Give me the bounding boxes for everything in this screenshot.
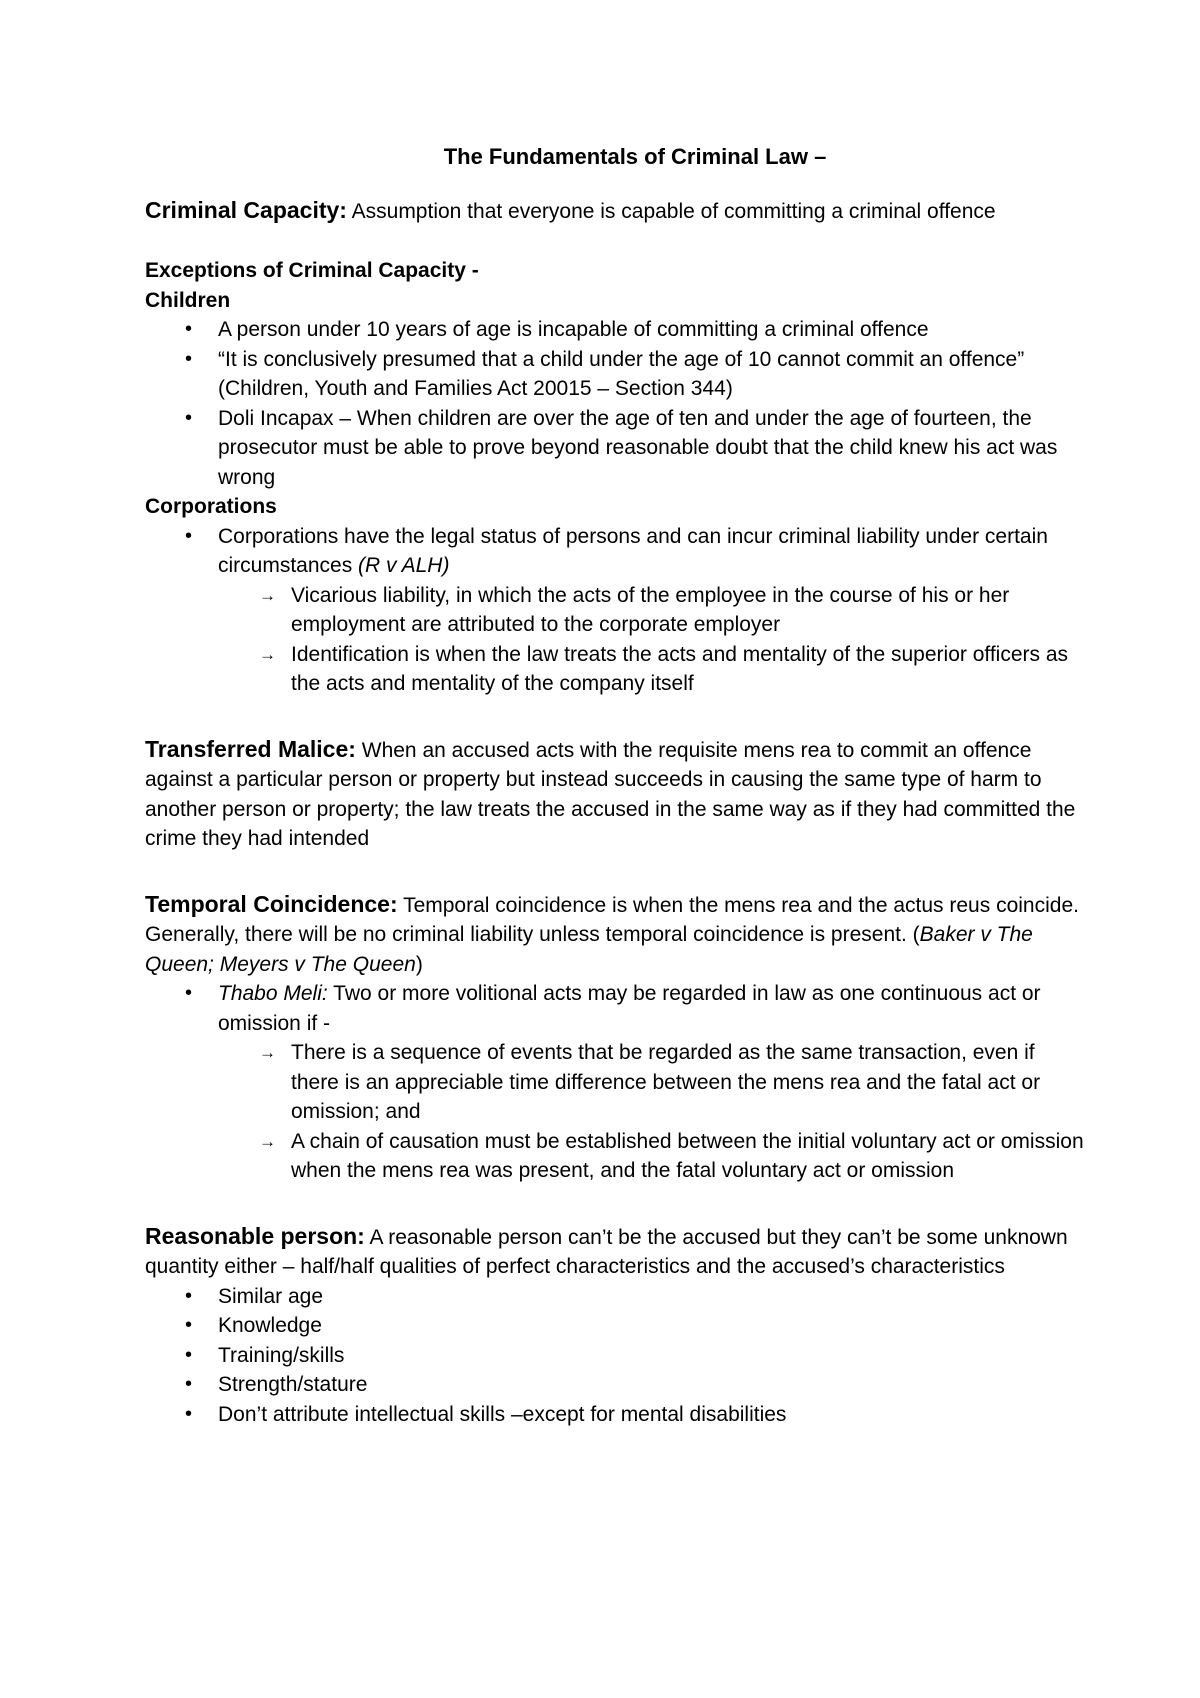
corporations-bullet-list <box>145 522 1085 699</box>
arrow-list-item: → Vicarious liability, in which the acts of the employee in the course of his or her employment are attributed to the corporate employer <box>145 581 1085 640</box>
reasonable-person-term: Reasonable person: <box>145 1222 365 1249</box>
list-item: • Similar age <box>145 1282 1085 1312</box>
reasonable-person-bullet-list <box>145 1282 1085 1430</box>
transferred-malice-term: Transferred Malice: <box>145 735 356 762</box>
criminal-capacity-paragraph <box>145 196 1085 227</box>
temporal-coincidence-bullet-list <box>145 979 1085 1186</box>
list-item: • Strength/stature <box>145 1370 1085 1400</box>
document-page <box>145 142 1085 1429</box>
exceptions-heading: Exceptions of Criminal Capacity - <box>145 259 479 282</box>
citation-open-paren: ( <box>912 923 920 946</box>
criminal-capacity-definition: Assumption that everyone is capable of committing a criminal offence <box>346 199 996 223</box>
case-citation: Thabo Meli: <box>218 982 328 1005</box>
list-item: • A person under 10 years of age is incapable of committing a criminal offence <box>145 315 1085 345</box>
children-heading: Children <box>145 288 231 312</box>
reasonable-person-paragraph <box>145 1222 1085 1282</box>
list-item: • Doli Incapax – When children are over the age of ten and under the age of fourteen, the prosecutor must be able to prove beyond reasonable doubt that the child knew his act was wrong <box>145 404 1085 493</box>
list-item: • “It is conclusively presumed that a child under the age of 10 cannot commit an offence” (Children, Youth and Families Act 20015 – Section 344) <box>145 345 1085 404</box>
list-item: • Training/skills <box>145 1341 1085 1371</box>
temporal-coincidence-paragraph <box>145 890 1085 980</box>
corporations-bullet-text: Corporations have the legal status of persons and can incur criminal liability under certain circumstances <box>218 524 1048 577</box>
case-citation: Baker v The Queen; Meyers v The Queen <box>145 923 1033 976</box>
list-item: • Knowledge <box>145 1311 1085 1341</box>
criminal-capacity-term: Criminal Capacity: <box>145 196 347 223</box>
list-item <box>145 979 1085 1038</box>
transferred-malice-definition: When an accused acts with the requisite mens rea to commit an offence against a particular person or property but instead succeeds in causing the same type of harm to another person or property; the law treats the accused in the same way as if they had committed the crime they had intended <box>145 738 1076 850</box>
document-title: The Fundamentals of Criminal Law – <box>443 144 827 169</box>
temporal-coincidence-term: Temporal Coincidence: <box>145 890 398 917</box>
arrow-list-item: → A chain of causation must be established between the initial voluntary act or omission when the mens rea was present, and the fatal voluntary act or omission <box>145 1127 1085 1186</box>
thabo-meli-text: Two or more volitional acts may be regarded in law as one continuous act or omission if - <box>218 982 1041 1035</box>
temporal-coincidence-definition: Temporal coincidence is when the mens rea and the actus reus coincide. Generally, there will be no criminal liability unless temporal coincidence is present. <box>145 893 1079 946</box>
corporations-heading: Corporations <box>145 495 277 518</box>
transferred-malice-paragraph <box>145 735 1085 854</box>
arrow-list-item: → Identification is when the law treats the acts and mentality of the superior officers as the acts and mentality of the company itself <box>145 640 1085 699</box>
children-bullet-list <box>145 315 1085 492</box>
citation-close-paren: ) <box>415 952 423 976</box>
list-item <box>145 522 1085 581</box>
case-citation: (R v ALH) <box>358 554 450 577</box>
list-item: • Don’t attribute intellectual skills –except for mental disabilities <box>145 1400 1085 1430</box>
reasonable-person-definition: A reasonable person can’t be the accused but they can’t be some unknown quantity either – half/half qualities of perfect characteristics and the accused’s characteristics <box>145 1225 1068 1278</box>
arrow-list-item: → There is a sequence of events that be regarded as the same transaction, even if there is an appreciable time difference between the mens rea and the fatal act or omission; and <box>145 1038 1085 1127</box>
